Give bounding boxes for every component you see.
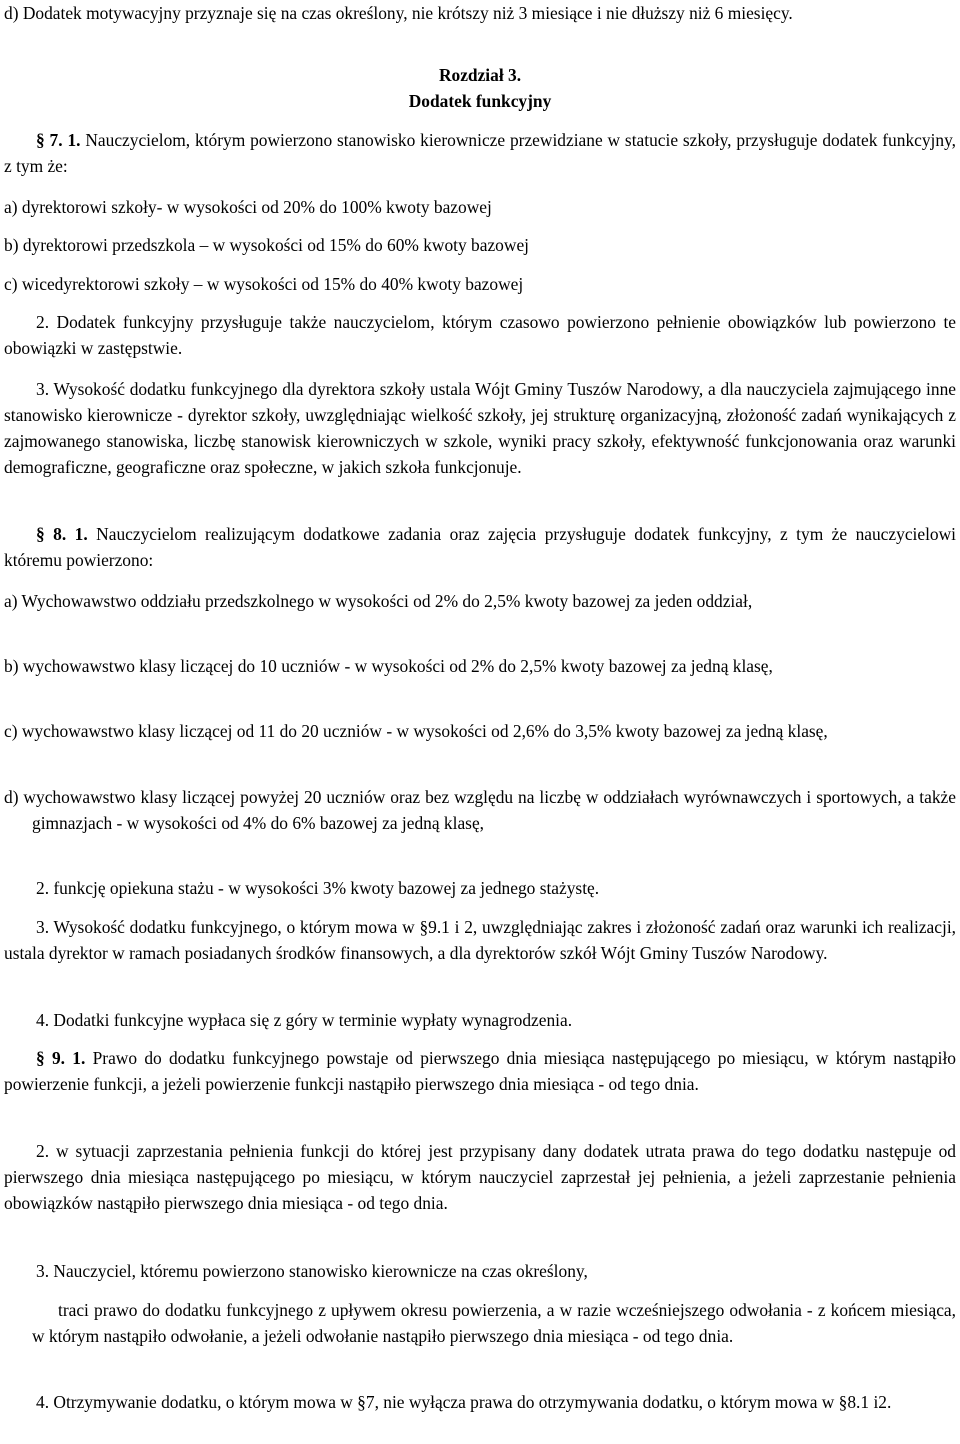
section-8-point-1 <box>4 521 956 573</box>
section-7-point-1-text: Nauczycielom, którym powierzono stanowisko kierownicze przewidziane w statucie szkoły, przysługuje dodatek funkcyjny, z tym że: <box>4 130 956 176</box>
chapter-title: Dodatek funkcyjny <box>408 91 552 111</box>
section-7-mark: § 7. 1. <box>36 130 81 150</box>
section-9-point-2: 2. w sytuacji zaprzestania pełnienia funkcji do której jest przypisany dany dodatek utrata prawa do tego dodatku następuje od pierwszego dnia miesiąca następującego po miesiącu, w którym nauczyciel zaprzestał jej pełnienia, a jeżeli zaprzestanie pełnienia obowiązków nastąpiło pierwszego dnia miesiąca - od tego dnia. <box>4 1141 956 1213</box>
section-8-point-1-text: Nauczycielom realizującym dodatkowe zadania oraz zajęcia przysługuje dodatek funkcyjny, z tym że nauczycielowi któremu powierzono: <box>4 524 956 570</box>
section-8-point-4: 4. Dodatki funkcyjne wypłaca się z góry w terminie wypłaty wynagrodzenia. <box>36 1010 573 1030</box>
section-9-mark: § 9. 1. <box>36 1048 86 1068</box>
section-8-mark: § 8. 1. <box>36 524 88 544</box>
section-7-point-2: 2. Dodatek funkcyjny przysługuje także nauczycielom, którym czasowo powierzono pełnienie obowiązków lub powierzono te obowiązki w zastępstwie. <box>4 312 956 358</box>
section-7-point-1 <box>4 127 956 179</box>
section-8-item-a: a) Wychowawstwo oddziału przedszkolnego w wysokości od 2% do 2,5% kwoty bazowej za jeden oddział, <box>4 591 753 611</box>
section-8-item-b: b) wychowawstwo klasy liczącej do 10 uczniów - w wysokości od 2% do 2,5% kwoty bazowej za jedną klasę, <box>4 656 773 676</box>
section-8-point-2: 2. funkcję opiekuna stażu - w wysokości 3% kwoty bazowej za jednego stażystę. <box>36 878 600 898</box>
section-7-point-3: 3. Wysokość dodatku funkcyjnego dla dyrektora szkoły ustala Wójt Gminy Tuszów Narodowy, a dla nauczyciela zajmującego inne stanowisko kierownicze - dyrektor szkoły, uwzględniając wielkość szkoły, jej strukturę organizacyjną, złożoność zadań wynikających z zajmowanego stanowiska, liczbę stanowisk kierowniczych w szkole, wyniki pracy szkoły, efektywność funkcjonowania oraz warunki demograficzne, geograficzne oraz społeczne, w jakich szkoła funkcjonuje. <box>4 379 956 477</box>
section-7-item-b: b) dyrektorowi przedszkola – w wysokości od 15% do 60% kwoty bazowej <box>4 235 529 255</box>
section-8-item-c: c) wychowawstwo klasy liczącej od 11 do 20 uczniów - w wysokości od 2,6% do 3,5% kwoty bazowej za jedną klasę, <box>4 721 828 741</box>
section-9-point-4: 4. Otrzymywanie dodatku, o którym mowa w §7, nie wyłącza prawa do otrzymywania dodatku, o którym mowa w §8.1 i2. <box>36 1392 892 1412</box>
section-7-item-a: a) dyrektorowi szkoły- w wysokości od 20% do 100% kwoty bazowej <box>4 197 492 217</box>
section-9-point-3: 3. Nauczyciel, któremu powierzono stanowisko kierownicze na czas określony, <box>36 1261 588 1281</box>
section-9-point-1-text: Prawo do dodatku funkcyjnego powstaje od pierwszego dnia miesiąca następującego po miesiącu, w którym nastąpiło powierzenie funkcji, a jeżeli powierzenie funkcji nastąpiło pierwszego dnia miesiąca - od tego dnia. <box>4 1048 956 1094</box>
paragraph-motivational-bonus-term: d) Dodatek motywacyjny przyznaje się na czas określony, nie krótszy niż 3 miesiące i nie dłuższy niż 6 miesięcy. <box>4 3 793 23</box>
section-8-point-3: 3. Wysokość dodatku funkcyjnego, o którym mowa w §9.1 i 2, uwzględniając zakres i złożoność zadań oraz warunki ich realizacji, ustala dyrektor w ramach posiadanych środków finansowych, a dla dyrektorów szkół Wójt Gminy Tuszów Narodowy. <box>4 917 956 963</box>
chapter-label: Rozdział 3. <box>438 65 522 85</box>
section-9-point-1 <box>4 1045 956 1097</box>
section-9-point-3-continuation: traci prawo do dodatku funkcyjnego z upływem okresu powierzenia, a w razie wcześniejszego odwołania - z końcem miesiąca, w którym nastąpiło odwołanie, a jeżeli odwołanie nastąpiło pierwszego dnia miesiąca - od tego dnia. <box>32 1300 956 1346</box>
section-7-item-c: c) wicedyrektorowi szkoły – w wysokości od 15% do 40% kwoty bazowej <box>4 274 524 294</box>
section-8-item-d: d) wychowawstwo klasy liczącej powyżej 20 uczniów oraz bez względu na liczbę w oddziałach wyrównawczych i sportowych, a także gimnazjach - w wysokości od 4% do 6% bazowej za jedną klasę, <box>4 787 956 833</box>
